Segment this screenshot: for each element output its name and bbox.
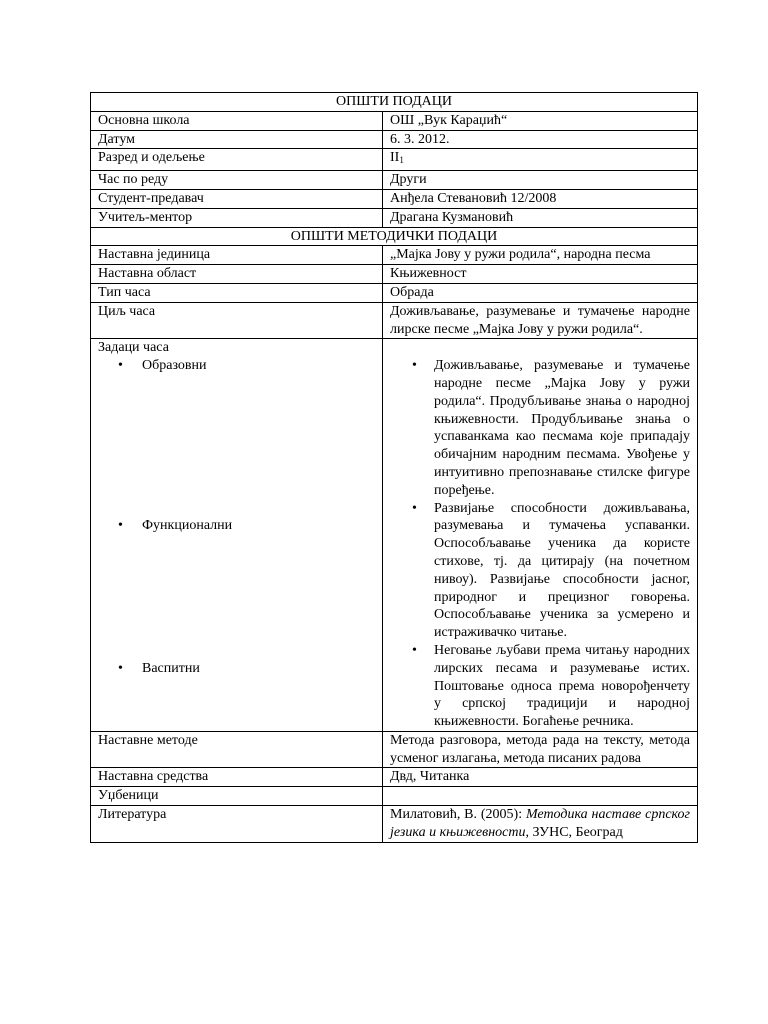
row-value: Други: [383, 171, 698, 190]
task-text-functional: • Развијање способности доживљавања, разумевања и тумачења успаванки. Оспособљавање ученика да користе стихове, тј. да цитирају (на почетном нивоу). Развијање способности јасног, природног и прецизног говорења. Оспособљавање ученика за усмерено и истраживачко читање.: [412, 500, 691, 641]
row-label: Учитељ-ментор: [91, 208, 383, 227]
section-header-general: [91, 93, 698, 112]
table-row: [91, 246, 698, 265]
bullet-icon: •: [412, 642, 417, 658]
tasks-row: [91, 339, 698, 732]
bullet-icon: •: [412, 358, 417, 374]
section-title: ОПШТИ МЕТОДИЧКИ ПОДАЦИ: [91, 227, 698, 246]
table-row: [91, 189, 698, 208]
row-value: Књижевност: [383, 265, 698, 284]
row-value: Доживљавање, разумевање и тумачење народне лирске песме „Мајка Јову у ружи родила“.: [383, 302, 698, 339]
row-label: Литература: [91, 806, 383, 843]
lesson-plan-table: [90, 92, 698, 843]
book-title: Методика наставе српског језика и књижевности: [390, 807, 691, 840]
row-label: Час по реду: [91, 171, 383, 190]
table-row: [91, 302, 698, 339]
row-label: Основна школа: [91, 111, 383, 130]
tasks-title: Задаци часа: [98, 340, 169, 356]
table-row: [91, 149, 698, 171]
row-value: Анђела Стевановић 12/2008: [383, 189, 698, 208]
section-title: ОПШТИ ПОДАЦИ: [91, 93, 698, 112]
grade-value: II: [390, 150, 400, 166]
table-row: [91, 768, 698, 787]
table-row: [91, 265, 698, 284]
tasks-labels: [91, 339, 383, 732]
class-subscript: 1: [399, 155, 404, 166]
row-label: Разред и одељење: [91, 149, 383, 171]
bullet-icon: •: [412, 500, 417, 516]
tasks-descriptions: [383, 339, 698, 732]
section-header-methodical: [91, 227, 698, 246]
bullet-icon: •: [118, 517, 123, 533]
row-value: Двд, Читанка: [383, 768, 698, 787]
table-row: [91, 171, 698, 190]
row-value: ОШ „Вук Караџић“: [383, 111, 698, 130]
literature-reference: Милатовић, В. (2005): Методика наставе српског језика и књижевности, ЗУНС, Београд: [383, 806, 698, 843]
bullet-icon: •: [118, 358, 123, 374]
row-value: 6. 3. 2012.: [383, 130, 698, 149]
row-value: Метода разговора, метода рада на тексту, метода усменог излагања, метода писаних радова: [383, 731, 698, 768]
row-label: Наставна област: [91, 265, 383, 284]
row-label: Циљ часа: [91, 302, 383, 339]
task-label-upbringing: • Васпитни: [118, 660, 200, 676]
table-row: [91, 111, 698, 130]
row-label: Наставне методе: [91, 731, 383, 768]
task-text-upbringing: • Неговање љубави према читању народних лирских песама и разумевање истих. Поштовање односа према новорођенчету у српској традицији и народној књижевности. Богаћење речника.: [412, 642, 691, 730]
task-label-functional: • Функционални: [118, 517, 233, 533]
task-label-educational: • Образовни: [118, 358, 207, 374]
task-text-educational: • Доживљавање, разумевање и тумачење народне песме „Мајка Јову у ружи родила“. Продубљивање знања о народној књижевности. Продубљивање знања о успаванкама као песмама које припадају обичајним народним песмама. Увођење у интуитивно препознавање стилске фигуре поређење.: [412, 358, 691, 498]
row-label: Уџбеници: [91, 787, 383, 806]
row-value: „Мајка Јову у ружи родила“, народна песма: [383, 246, 698, 265]
table-row: [91, 208, 698, 227]
table-row: [91, 130, 698, 149]
row-label: Студент-предавач: [91, 189, 383, 208]
table-row: [91, 806, 698, 843]
row-value: [383, 149, 698, 171]
row-label: Тип часа: [91, 283, 383, 302]
row-label: Датум: [91, 130, 383, 149]
row-value: [383, 787, 698, 806]
row-value: Драгана Кузмановић: [383, 208, 698, 227]
table-row: [91, 787, 698, 806]
table-row: [91, 731, 698, 768]
row-value: Обрада: [383, 283, 698, 302]
row-label: Наставна средства: [91, 768, 383, 787]
row-label: Наставна јединица: [91, 246, 383, 265]
bullet-icon: •: [118, 660, 123, 676]
table-row: [91, 283, 698, 302]
